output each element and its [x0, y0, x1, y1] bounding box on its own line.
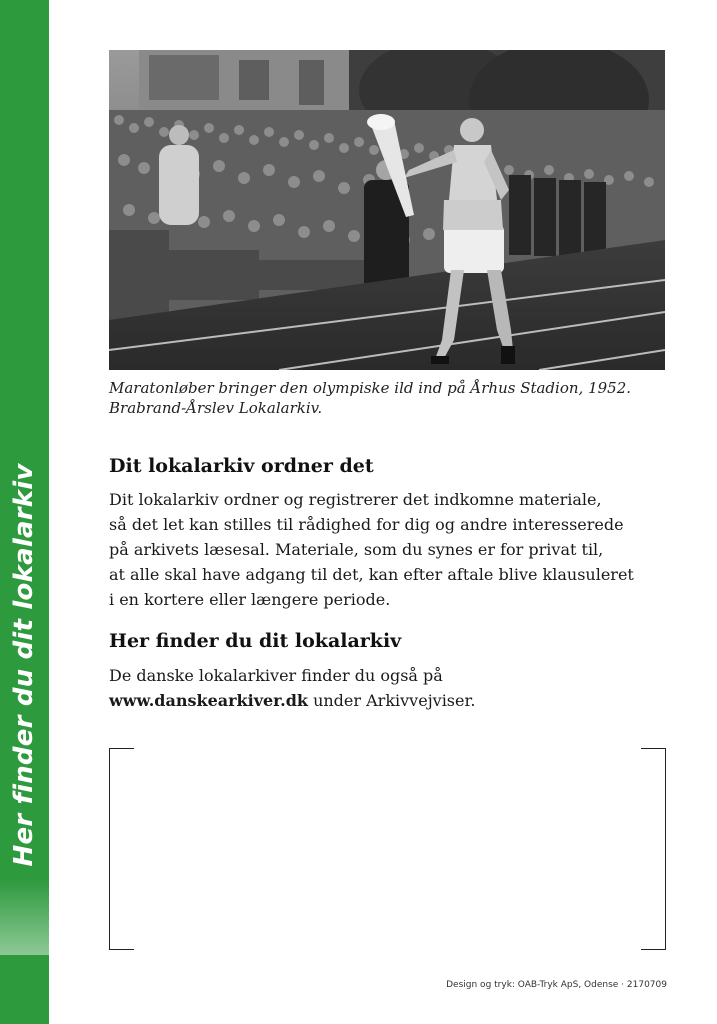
sidebar-title: Her finder du dit lokalarkiv: [9, 463, 39, 867]
section-heading-ordner: Dit lokalarkiv ordner det: [109, 455, 374, 477]
green-sidebar: [0, 0, 49, 1024]
right-bracket: [641, 748, 666, 950]
section-body-finder: [109, 663, 689, 713]
caption-line-2: Brabrand-Årslev Lokalarkiv.: [109, 399, 323, 417]
body-line: De danske lokalarkiver finder du også på: [109, 666, 443, 685]
historic-photo: [109, 50, 665, 370]
body-line-rest: under Arkivvejviser.: [307, 691, 476, 710]
body-line: Dit lokalarkiv ordner og registrerer det indkomne materiale,: [109, 490, 602, 509]
left-bracket: [109, 748, 134, 950]
body-line-url: [109, 688, 689, 713]
body-line: i en kortere eller længere periode.: [109, 590, 391, 609]
print-credit: Design og tryk: OAB-Tryk ApS, Odense · 2170709: [446, 980, 667, 990]
sidebar-fade: [0, 880, 49, 955]
photo-caption: [109, 378, 669, 418]
archive-link[interactable]: www.danskearkiver.dk: [109, 691, 308, 710]
address-stamp-area: [109, 748, 666, 948]
section-body-ordner: [109, 487, 689, 612]
body-line: så det let kan stilles til rådighed for dig og andre interesserede: [109, 515, 624, 534]
section-heading-finder: Her finder du dit lokalarkiv: [109, 630, 402, 652]
body-line: på arkivets læsesal. Materiale, som du synes er for privat til,: [109, 540, 604, 559]
body-line: at alle skal have adgang til det, kan efter aftale blive klausuleret: [109, 565, 634, 584]
caption-line-1: Maratonløber bringer den olympiske ild ind på Århus Stadion, 1952.: [109, 379, 632, 397]
